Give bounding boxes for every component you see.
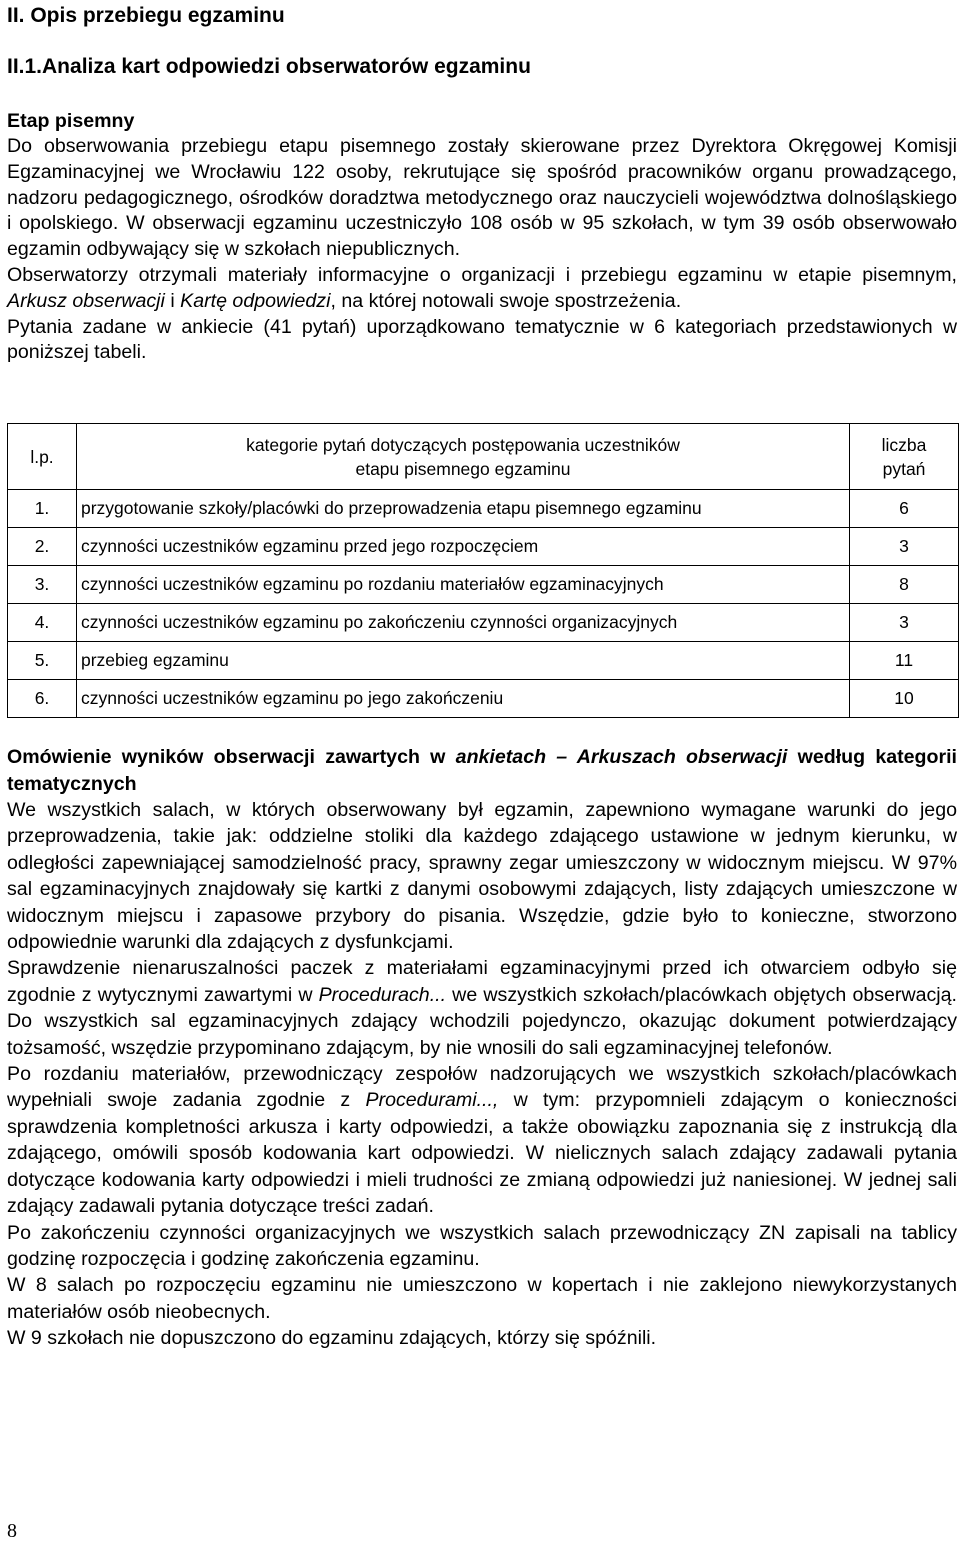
header-count-line: pytań	[882, 458, 926, 479]
table-header-row	[8, 424, 959, 490]
cell-lp: 5.	[8, 642, 77, 680]
text: we wszystkich szkołach/placówkach objętych obserwacją.	[446, 983, 957, 1006]
text-italic: Procedurach...	[318, 983, 447, 1006]
text: i	[164, 289, 181, 312]
section-heading: II. Opis przebiegu egzaminu	[7, 4, 285, 27]
text: W nielicznych salach zdający zadawali pytania dotyczące kodowania karty odpowiedzi i mieli trudności ze zmianą odpowiedzi już naniesionej.	[7, 1142, 957, 1191]
cell-lp: 6.	[8, 680, 77, 718]
cell-count: 3	[850, 604, 959, 642]
cell-lp: 1.	[8, 490, 77, 528]
text: Omówienie wyników obserwacji zawartych w	[7, 746, 456, 768]
text: We wszystkich salach, w których obserwowany był egzamin, zapewniono wymagane warunki do jego przeprowadzenia, takie jak: oddzielne stoliki dla każdego zdającego ustawione w jednym kierunku, w odległości zapewniającej samodzielność pracy, sprawny zegar umieszczony w widocznym miejscu.	[7, 799, 957, 874]
text: , na której notowali swoje spostrzeżenia.	[330, 289, 682, 312]
table-row	[8, 566, 959, 604]
cell-category: czynności uczestników egzaminu po zakończeniu czynności organizacyjnych	[77, 604, 850, 642]
text: W 97% sal egzaminacyjnych znajdowały się kartki z danymi osobowymi zdających, listy zdających umieszczone w widocznym miejscu i zapasowe przybory do pisania.	[7, 851, 957, 927]
cell-count: 6	[850, 490, 959, 528]
text: Po rozdaniu materiałów, przewodniczący zespołów nadzorujących we wszystkich szkołach/placówkach wypełniali swoje zadania zgodnie z	[7, 1063, 957, 1112]
header-category-line: etapu pisemnego egzaminu	[355, 458, 571, 479]
cell-lp: 2.	[8, 528, 77, 566]
text: w tym: przypomnieli zdającym o konieczności sprawdzenia kompletności arkusza i karty odpowiedzi, a także obowiązku zapoznania się z instrukcją dla zdającego, omówili sposób kodowania kart odpowiedzi.	[7, 1089, 957, 1165]
cell-count: 11	[850, 642, 959, 680]
categories-table	[7, 423, 959, 718]
text: Wszędzie, gdzie było to konieczne, stworzono odpowiednie warunki dla zdających z dysfunkcjami.	[7, 904, 958, 954]
header-category-line: kategorie pytań dotyczących postępowania uczestników	[246, 434, 680, 455]
table-row	[8, 490, 959, 528]
cell-category: czynności uczestników egzaminu przed jego rozpoczęciem	[77, 528, 850, 566]
paragraph-packages	[7, 955, 957, 1061]
text: Sprawdzenie nienaruszalności paczek z materiałami egzaminacyjnymi przed ich otwarciem odbyło się zgodnie z wytycznymi zawartymi w	[7, 957, 957, 1006]
cell-count: 8	[850, 566, 959, 604]
text: W jednej sali zdający zadawali pytania dotyczące treści zadań.	[7, 1168, 957, 1218]
table-row	[8, 528, 959, 566]
paragraph-observers	[7, 134, 957, 263]
header-category	[77, 424, 850, 490]
paragraph-latecomers: W 9 szkołach nie dopuszczono do egzaminu zdających, którzy się spóźnili.	[7, 1327, 657, 1350]
text: Obserwatorzy otrzymali materiały informacyjne o organizacji i przebiegu egzaminu w etapie pisemnym,	[7, 263, 957, 286]
cell-count: 3	[850, 528, 959, 566]
text-italic: Procedurami...,	[365, 1089, 499, 1112]
cell-lp: 3.	[8, 566, 77, 604]
results-heading	[7, 744, 957, 797]
paragraph-envelopes: W 8 salach po rozpoczęciu egzaminu nie umieszczono w kopertach i nie zaklejono niewykorzystanych materiałów osób nieobecnych.	[7, 1274, 957, 1323]
etap-heading: Etap pisemny	[7, 110, 135, 132]
paragraph-materials	[7, 263, 957, 315]
table-row	[8, 642, 959, 680]
text-italic: Kartę odpowiedzi	[180, 289, 331, 312]
cell-count: 10	[850, 680, 959, 718]
header-count-line: liczba	[881, 434, 927, 455]
text: według kategorii tematycznych	[7, 746, 957, 795]
paragraph-conditions	[7, 797, 957, 955]
paragraph-distribution	[7, 1061, 957, 1219]
text: Do obserwowania przebiegu etapu pisemnego zostały skierowane przez Dyrektora Okręgowej Komisji Egzaminacyjnej we Wrocławiu 122 osoby, rekrutujące się spośród pracowników organu prowadzącego, nadzoru pedagogicznego, ośrodków doradztwa metodycznego oraz nauczycieli województwa dolnośląskiego i opolskiego.	[7, 135, 957, 235]
text-italic: ankietach – Arkuszach obserwacji	[455, 746, 788, 768]
cell-category: przygotowanie szkoły/placówki do przeprowadzenia etapu pisemnego egzaminu	[77, 490, 850, 528]
subsection-heading: II.1.Analiza kart odpowiedzi obserwatorów egzaminu	[7, 55, 531, 78]
table-row	[8, 680, 959, 718]
results-section	[7, 744, 957, 1352]
cell-lp: 4.	[8, 604, 77, 642]
header-count	[850, 424, 959, 490]
etap-pisemny-section	[7, 108, 957, 366]
text: Do wszystkich sal egzaminacyjnych zdający wchodzili pojedynczo, okazując dokument potwierdzający tożsamość, wszędzie przypominano zdającym, by nie wnosili do sali egzaminacyjnej telefonów.	[7, 1010, 957, 1059]
paragraph-questions: Pytania zadane w ankiecie (41 pytań) uporządkowano tematycznie w 6 kategoriach przedstawionych w poniższej tabeli.	[7, 315, 957, 364]
cell-category: przebieg egzaminu	[77, 642, 850, 680]
text-italic: Arkusz obserwacji	[7, 289, 165, 312]
page-number: 8	[7, 1520, 17, 1542]
cell-category: czynności uczestników egzaminu po rozdaniu materiałów egzaminacyjnych	[77, 566, 850, 604]
header-lp: l.p.	[8, 424, 77, 490]
text: W obserwacji egzaminu uczestniczyło 108 osób w 95 szkołach, w tym 39 osób obserwowało egzamin odbywający się w szkołach niepublicznych.	[7, 212, 957, 261]
cell-category: czynności uczestników egzaminu po jego zakończeniu	[77, 680, 850, 718]
table-row	[8, 604, 959, 642]
paragraph-board: Po zakończeniu czynności organizacyjnych we wszystkich salach przewodniczący ZN zapisali na tablicy godzinę rozpoczęcia i godzinę zakończenia egzaminu.	[7, 1221, 957, 1270]
